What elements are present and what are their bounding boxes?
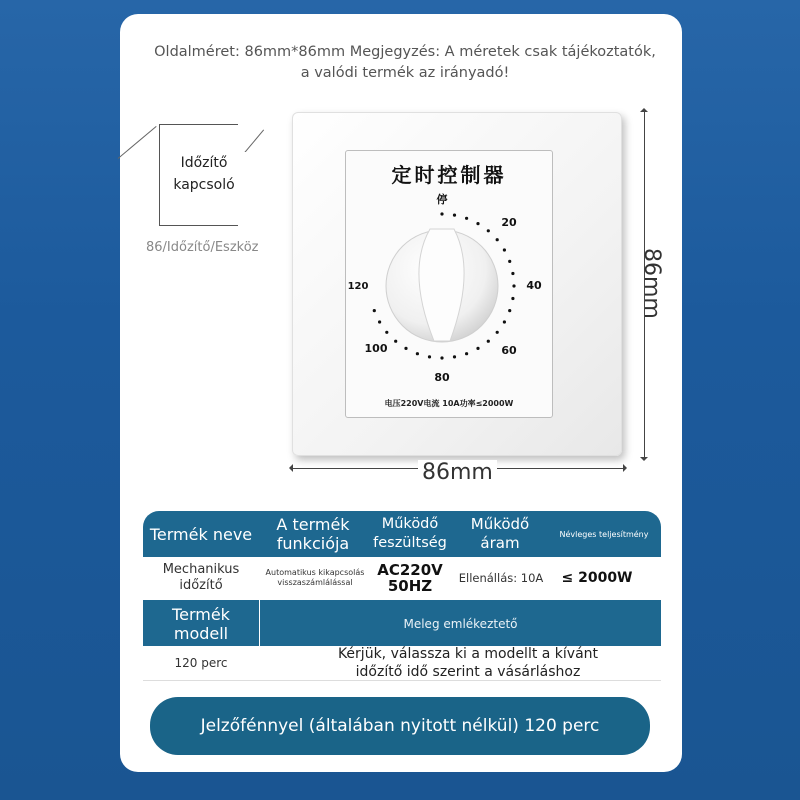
cell-model: 120 perc: [174, 656, 228, 670]
dial-tick: [440, 212, 443, 215]
dial-tick: [404, 347, 407, 350]
header-power: Névleges teljesítmény: [559, 529, 649, 539]
header-voltage: Működő feszültség: [373, 516, 447, 551]
dial-tick: [487, 340, 490, 343]
timer-dial: [346, 151, 552, 417]
cell-product-name: Mechanikus időzítő: [162, 562, 240, 593]
dial-tick: [378, 320, 381, 323]
table-header-row: [143, 511, 661, 557]
dial-tick: [440, 356, 443, 359]
width-dimension-label: 86mm: [418, 460, 497, 485]
warm-reminder: Meleg emlékeztető: [403, 616, 518, 631]
dial-tick: [496, 331, 499, 334]
height-dimension-label: 86mm: [639, 248, 664, 319]
variant-banner: [150, 697, 650, 755]
dial-label-120: 120: [347, 281, 369, 292]
dial-tick: [508, 260, 511, 263]
dial-tick: [508, 309, 511, 312]
cell-function: Automatikus kikapcsolás visszaszámlálással: [265, 568, 365, 587]
dial-tick: [373, 309, 376, 312]
dial-tick: [465, 352, 468, 355]
dial-tick: [476, 347, 479, 350]
dial-tick: [416, 352, 419, 355]
dial-tick: [511, 297, 514, 300]
dial-label-80: 80: [434, 371, 450, 384]
dial-tick: [512, 284, 515, 287]
header-current: Működő áram: [470, 515, 530, 552]
header-model: Termék modell: [172, 604, 230, 643]
dial-tick: [385, 331, 388, 334]
dial-label-40: 40: [526, 279, 542, 292]
table-row: [143, 646, 661, 681]
dial-tick: [496, 238, 499, 241]
header-product-name: Termék neve: [149, 524, 253, 544]
cell-current: Ellenállás: 10A: [458, 571, 544, 585]
dial-tick: [453, 214, 456, 217]
dial-label-100: 100: [364, 342, 388, 355]
cell-power: ≤ 2000W: [561, 570, 633, 586]
dial-tick: [476, 222, 479, 225]
dial-tick: [465, 217, 468, 220]
dial-tick: [453, 355, 456, 358]
dial-tick: [511, 272, 514, 275]
dial-label-20: 20: [501, 216, 517, 229]
dial-tick: [394, 340, 397, 343]
table-row: [143, 557, 661, 600]
reminder-text: Kérjük, válassza ki a modellt a kívánt időzítő idő szerint a vásárláshoz: [337, 646, 599, 680]
timer-device-image: [292, 112, 622, 456]
dial-tick: [487, 229, 490, 232]
dial-tick: [503, 248, 506, 251]
dial-tick: [428, 355, 431, 358]
header-function: A termék funkciója: [276, 515, 350, 553]
breadcrumb: 86/Időzítő/Eszköz: [146, 240, 259, 255]
device-face: [345, 150, 553, 418]
dial-label-60: 60: [501, 344, 517, 357]
variant-banner-text: Jelzőfénnyel (általában nyitott nélkül) 120 perc: [200, 715, 600, 736]
dial-tick: [503, 320, 506, 323]
table-row: [143, 599, 661, 647]
cell-voltage: AC220V 50HZ: [377, 561, 443, 595]
device-title: 定时控制器: [391, 163, 507, 187]
dial-label-stop: 停: [436, 193, 448, 206]
size-note: Oldalméret: 86mm*86mm Megjegyzés: A méretek csak tájékoztatók, a valódi termék az irányadó!: [154, 44, 656, 81]
side-label: Időzítő kapcsoló: [160, 152, 248, 196]
device-spec: 电压220V电流 10A功率≤2000W: [384, 399, 514, 408]
